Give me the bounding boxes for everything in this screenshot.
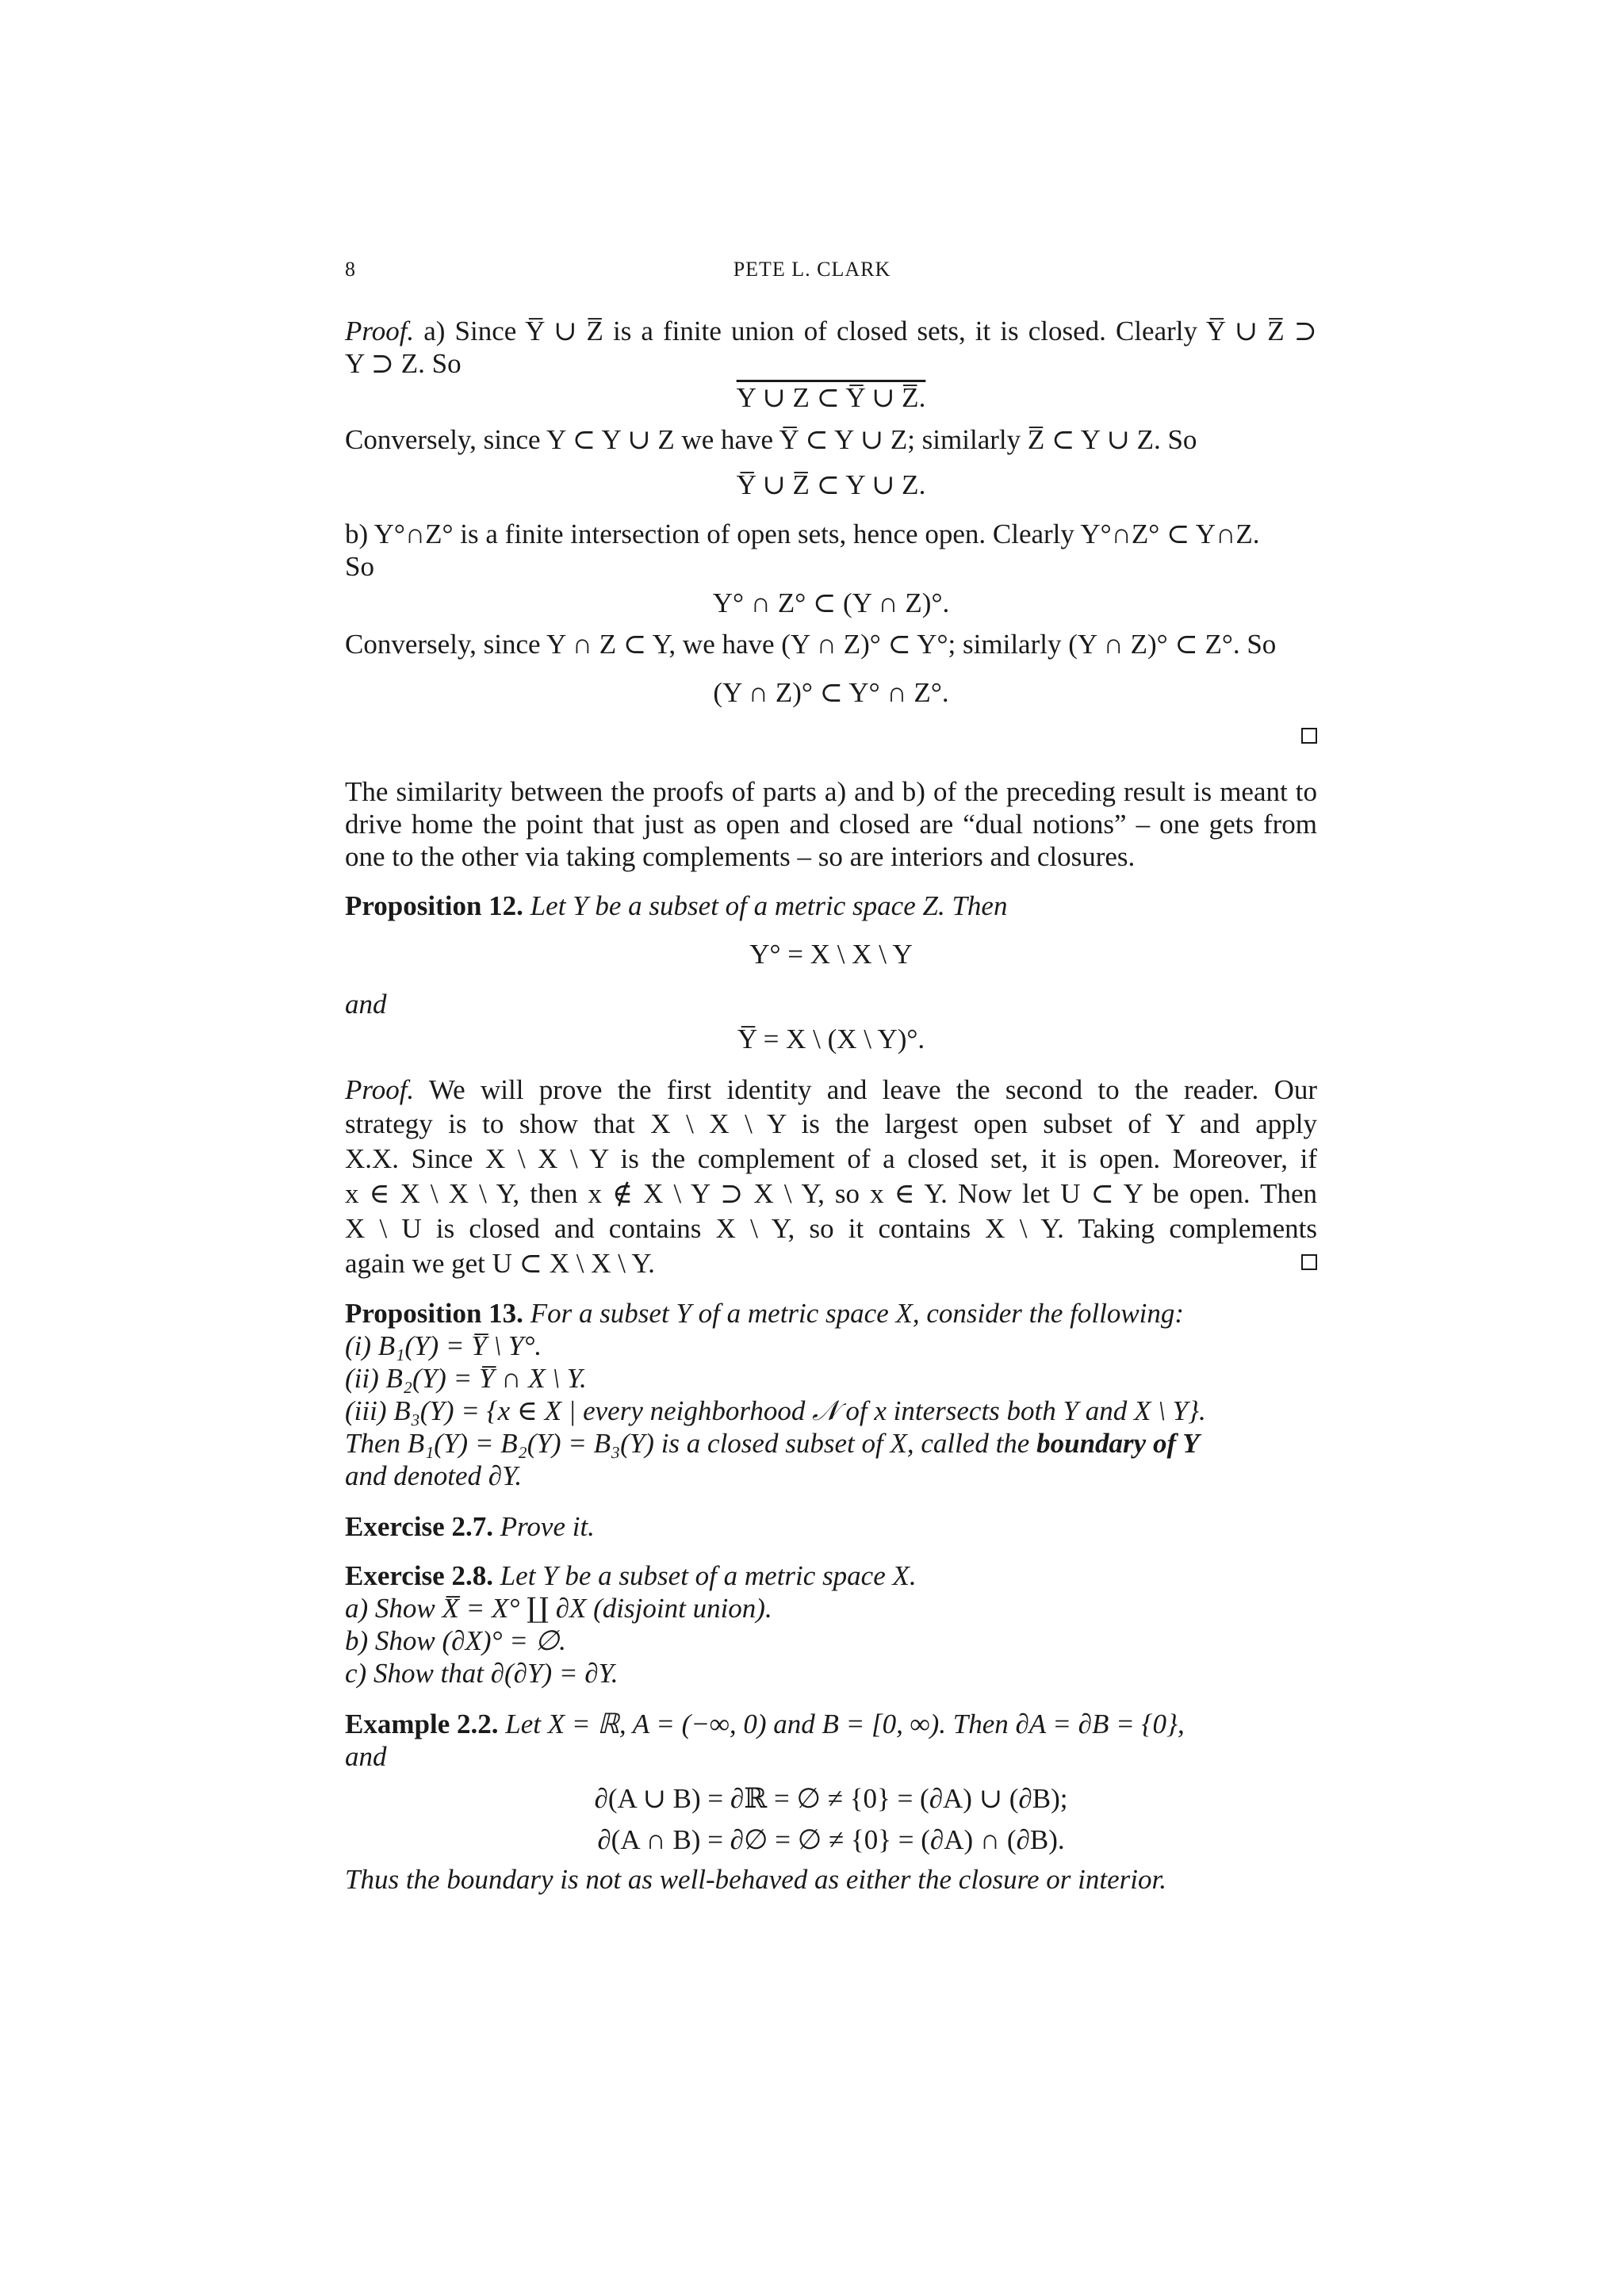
exercise-2-8-label: Exercise 2.8. <box>345 1560 493 1591</box>
running-title: PETE L. CLARK <box>733 258 891 281</box>
prop13-item-iii: (iii) B₃(Y) = {x ∈ X | every neighborhood 𝒩 of x intersects both Y and X \ Y}. <box>345 1395 1206 1426</box>
exercise-2-7 <box>345 1510 1317 1543</box>
proof1-line1 <box>345 315 1317 347</box>
equation: (Y ∩ Z)° ⊂ Y° ∩ Z°. <box>713 677 949 708</box>
proof2-line3: X.X. Since X \ X \ Y is the complement of a closed set, it is open. Moreover, if <box>345 1143 1317 1174</box>
proof-label: Proof. <box>345 316 415 346</box>
proof1-line5: So <box>345 551 374 582</box>
exercise-2-8-b: b) Show (∂X)° = ∅. <box>345 1625 566 1656</box>
equation: Y° ∩ Z° ⊂ (Y ∩ Z)°. <box>712 587 950 618</box>
equation: ∂(A ∩ B) = ∂∅ = ∅ ≠ {0} = (∂A) ∩ (∂B). <box>597 1824 1065 1855</box>
remark-paragraph: The similarity between the proofs of parts a) and b) of the preceding result is meant to drive home the point that just as open and closed are “dual notions” – one gets from one to the other via taking complements – so are interiors and closures. <box>345 776 1317 872</box>
example-2-2 <box>345 1708 1317 1740</box>
example-2-2-text: Let X = ℝ, A = (−∞, 0) and B = [0, ∞). Then ∂A = ∂B = {0}, <box>505 1709 1185 1739</box>
proof1-line6: Conversely, since Y ∩ Z ⊂ Y, we have (Y ∩ Z)° ⊂ Y°; similarly (Y ∩ Z)° ⊂ Z°. So <box>345 629 1277 660</box>
page-number: 8 <box>345 258 356 281</box>
equation-text: Y̅ ∪ Z̅ ⊂ Y ∪ Z. <box>736 469 926 500</box>
proof2-line5: X \ U is closed and contains X \ Y, so it contains X \ Y. Taking complements <box>345 1213 1317 1244</box>
proof1-line4: b) Y°∩Z° is a finite intersection of open sets, hence open. Clearly Y°∩Z° ⊂ Y∩Z. <box>345 519 1260 549</box>
proof-label: Proof. <box>345 1074 415 1105</box>
prop13-statement <box>345 1297 1317 1330</box>
exercise-2-8-text: Let Y be a subset of a metric space X. <box>500 1560 917 1591</box>
equation: Y̅ = X \ (X \ Y)°. <box>737 1024 925 1054</box>
example-2-2-and: and <box>345 1741 387 1772</box>
proof1-line2: Y ⊃ Z. So <box>345 348 462 379</box>
prop13-item-i: (i) B₁(Y) = Y̅ \ Y°. <box>345 1330 542 1361</box>
proof2-line4: x ∈ X \ X \ Y, then x ∉ X \ Y ⊃ X \ Y, so x ∈ Y. Now let U ⊂ Y be open. Then <box>345 1178 1317 1209</box>
equation-text: Y ∪ Z ⊂ Y̅ ∪ Z̅. <box>736 382 926 413</box>
exercise-2-8-c: c) Show that ∂(∂Y) = ∂Y. <box>345 1658 619 1689</box>
prop12-statement <box>345 890 1317 922</box>
proof2-text1: We will prove the first identity and leave the second to the reader. Our <box>428 1074 1318 1105</box>
proof1-line3: Conversely, since Y ⊂ Y ∪ Z we have Y̅ ⊂ Y ∪ Z; similarly Z̅ ⊂ Y ∪ Z. So <box>345 424 1197 455</box>
equation: ∂(A ∪ B) = ∂ℝ = ∅ ≠ {0} = (∂A) ∪ (∂B); <box>594 1783 1068 1814</box>
equation: Y° = X \ X \ Y <box>749 939 913 970</box>
proof2-line1 <box>345 1073 1317 1106</box>
exercise-2-8 <box>345 1559 1317 1592</box>
prop12-text: Let Y be a subset of a metric space Z. Then <box>530 890 1008 921</box>
equation <box>345 381 1317 414</box>
prop13-item-ii: (ii) B₂(Y) = Y̅ ∩ X \ Y. <box>345 1363 587 1394</box>
prop12-and: and <box>345 989 387 1020</box>
proof1-text1: a) Since Y̅ ∪ Z̅ is a finite union of closed sets, it is closed. Clearly Y̅ ∪ Z̅ ⊃ <box>423 316 1317 346</box>
boundary-term: boundary of Y <box>1036 1428 1200 1459</box>
exercise-2-8-a: a) Show X̅ = X° ∐ ∂X (disjoint union). <box>345 1593 772 1624</box>
prop13-then <box>345 1427 1317 1460</box>
qed-square-icon <box>1301 728 1317 744</box>
example-2-2-conclusion: Thus the boundary is not as well-behaved as either the closure or interior. <box>345 1864 1166 1895</box>
exercise-2-7-text: Prove it. <box>500 1511 595 1542</box>
proof2-line2: strategy is to show that X \ X \ Y is the largest open subset of Y and apply <box>345 1108 1317 1139</box>
proof2-line6: again we get U ⊂ X \ X \ Y. <box>345 1248 655 1279</box>
prop13-then-text: Then B₁(Y) = B₂(Y) = B₃(Y) is a closed subset of X, called the <box>345 1428 1030 1459</box>
prop13-text: For a subset Y of a metric space X, consider the following: <box>530 1298 1185 1329</box>
exercise-2-7-label: Exercise 2.7. <box>345 1511 493 1542</box>
equation <box>345 469 1317 501</box>
prop13-label: Proposition 13. <box>345 1298 523 1329</box>
qed-square-icon <box>1301 1254 1317 1270</box>
example-2-2-label: Example 2.2. <box>345 1709 499 1739</box>
prop12-label: Proposition 12. <box>345 890 523 921</box>
prop13-end: and denoted ∂Y. <box>345 1460 523 1491</box>
